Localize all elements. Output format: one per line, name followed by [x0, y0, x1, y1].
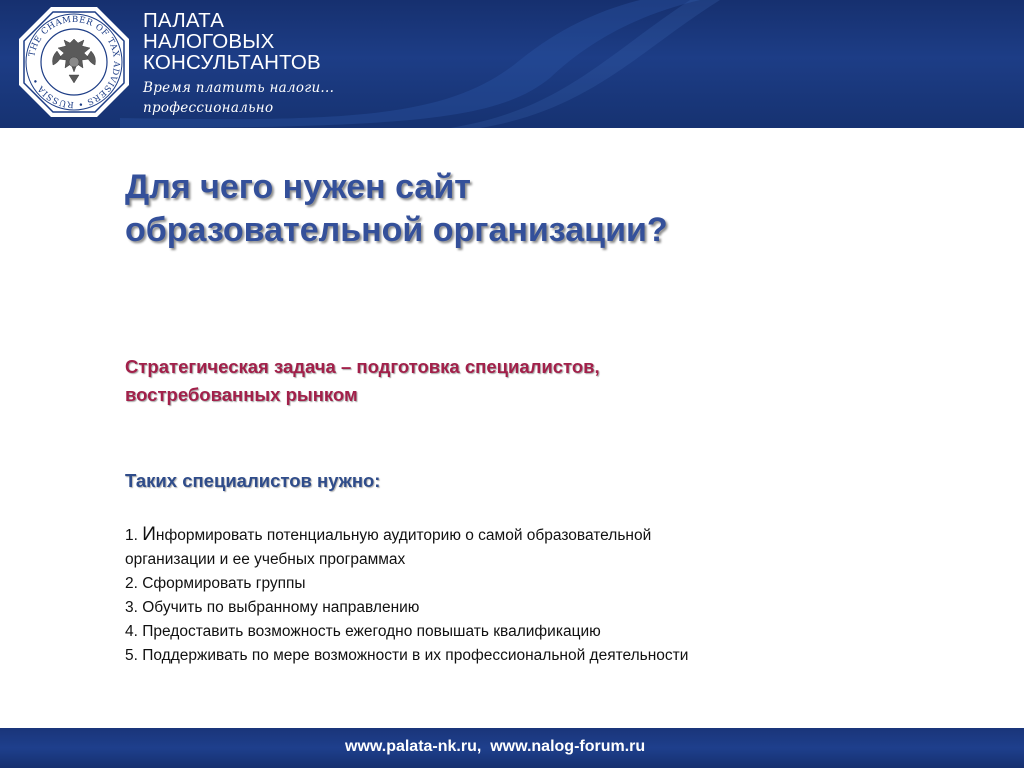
list-item: 5. Поддерживать по мере возможности в их профессиональной деятельности [125, 647, 689, 664]
list-item-number: 1. [125, 527, 143, 544]
org-name-line-1: ПАЛАТА [143, 9, 225, 32]
slide-title-line-1: Для чего нужен сайт [125, 168, 471, 206]
list-item: 4. Предоставить возможность ежегодно повышать квалификацию [125, 623, 601, 640]
header-banner [0, 0, 1024, 128]
list-item: 2. Сформировать группы [125, 575, 306, 592]
strategic-task-line-1: Стратегическая задача – подготовка специалистов, [125, 356, 600, 377]
org-name-line-3: КОНСУЛЬТАНТОВ [143, 51, 321, 74]
slogan-line-2: профессионально [143, 100, 274, 116]
list-item [125, 523, 925, 548]
footer-banner [0, 728, 1024, 768]
strategic-task [125, 353, 925, 409]
slide-title-line-2: образовательной организации? [125, 211, 668, 249]
org-name-line-2: НАЛОГОВЫХ [143, 30, 275, 53]
slogan [143, 78, 334, 118]
strategic-task-line-2: востребованных рынком [125, 384, 358, 405]
list-item-continuation: организации и ее учебных программах [125, 551, 406, 568]
requirements-list [125, 523, 925, 668]
chamber-emblem-logo [17, 5, 131, 119]
list-item-first-letter: И [142, 524, 156, 545]
specialists-heading: Таких специалистов нужно: [125, 470, 381, 491]
footer-website-links[interactable]: www.palata-nk.ru, www.nalog-forum.ru [345, 738, 646, 755]
list-item: 3. Обучить по выбранному направлению [125, 599, 420, 616]
organization-name [143, 10, 321, 73]
list-item-text: нформировать потенциальную аудиторию о самой образовательной [155, 527, 652, 544]
slogan-line-1: Время платить налоги... [143, 80, 335, 96]
slide-title [125, 166, 885, 252]
emblem-ring-text: THE CHAMBER OF TAX ADVISERS • RUSSIA • [27, 14, 122, 110]
